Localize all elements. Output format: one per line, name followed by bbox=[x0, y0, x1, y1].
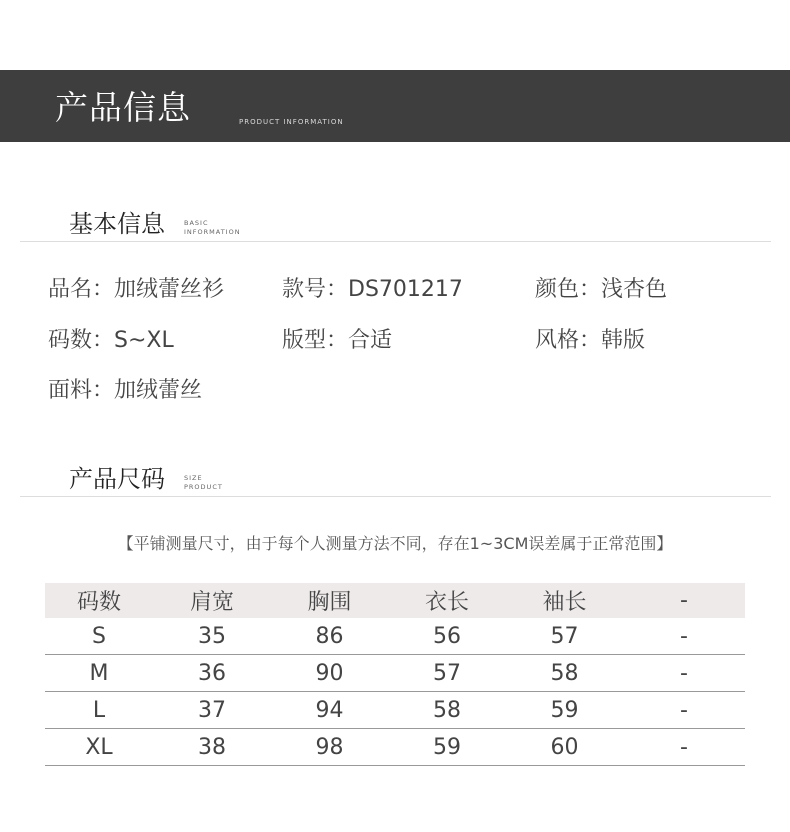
info-label: 版型： bbox=[282, 328, 349, 353]
table-cell: 38 bbox=[153, 729, 271, 766]
table-cell: - bbox=[623, 618, 745, 655]
header-sleeve: 袖长 bbox=[542, 590, 587, 615]
table-cell: 60 bbox=[506, 729, 623, 766]
info-label: 款号： bbox=[282, 277, 349, 302]
table-cell: 57 bbox=[506, 618, 623, 655]
info-label: 风格： bbox=[535, 328, 602, 353]
table-cell: 58 bbox=[506, 655, 623, 692]
table-cell: 56 bbox=[388, 618, 506, 655]
table-cell: 58 bbox=[388, 692, 506, 729]
basic-info-en-label bbox=[184, 219, 241, 236]
info-value: 韩版 bbox=[601, 328, 646, 353]
table-cell: 98 bbox=[271, 729, 388, 766]
info-value: 浅杏色 bbox=[601, 277, 668, 302]
header-length: 衣长 bbox=[424, 590, 469, 615]
info-value: DS701217 bbox=[348, 277, 463, 302]
table-cell: 37 bbox=[153, 692, 271, 729]
header-extra: - bbox=[680, 588, 688, 613]
info-value: 合适 bbox=[348, 328, 393, 353]
header-size: 码数 bbox=[76, 590, 121, 615]
info-value: 加绒蕾丝 bbox=[114, 378, 203, 403]
info-item-fashion-style bbox=[535, 328, 645, 354]
size-en-line2: PRODUCT bbox=[184, 482, 223, 491]
product-info-banner bbox=[0, 70, 790, 142]
table-cell: XL bbox=[45, 729, 153, 766]
table-cell: - bbox=[623, 692, 745, 729]
info-value: 加绒蕾丝衫 bbox=[114, 277, 225, 302]
table-cell: S bbox=[45, 618, 153, 655]
table-cell: 86 bbox=[271, 618, 388, 655]
table-cell: 35 bbox=[153, 618, 271, 655]
basic-info-en-line1: BASIC bbox=[184, 219, 209, 227]
info-label: 码数： bbox=[48, 328, 115, 353]
size-table bbox=[45, 583, 745, 766]
info-item-sizes bbox=[48, 328, 174, 354]
banner-title: 产品信息 bbox=[55, 88, 191, 127]
table-row bbox=[45, 692, 745, 729]
table-cell: - bbox=[623, 729, 745, 766]
table-row bbox=[45, 655, 745, 692]
table-row bbox=[45, 618, 745, 655]
size-header bbox=[20, 465, 771, 497]
size-en-line1: SIZE bbox=[184, 474, 203, 482]
info-item-color bbox=[535, 277, 667, 303]
table-cell: 57 bbox=[388, 655, 506, 692]
info-item-name bbox=[48, 277, 224, 303]
header-chest: 胸围 bbox=[307, 590, 352, 615]
table-cell: 90 bbox=[271, 655, 388, 692]
basic-info-header bbox=[20, 210, 771, 242]
table-row bbox=[45, 729, 745, 766]
table-cell: L bbox=[45, 692, 153, 729]
info-label: 品名： bbox=[48, 277, 115, 302]
table-cell: M bbox=[45, 655, 153, 692]
info-item-fit bbox=[282, 328, 392, 354]
size-title: 产品尺码 bbox=[69, 465, 165, 493]
basic-info-title: 基本信息 bbox=[69, 210, 165, 238]
banner-subtitle: PRODUCT INFORMATION bbox=[239, 118, 344, 126]
info-value: S~XL bbox=[114, 328, 174, 353]
table-cell: 36 bbox=[153, 655, 271, 692]
table-cell: - bbox=[623, 655, 745, 692]
info-label: 颜色： bbox=[535, 277, 602, 302]
size-table-header-row bbox=[45, 583, 745, 618]
basic-info-en-line2: INFORMATION bbox=[184, 227, 241, 236]
info-item-fabric bbox=[48, 378, 202, 404]
header-shoulder: 肩宽 bbox=[189, 590, 234, 615]
table-cell: 59 bbox=[506, 692, 623, 729]
table-cell: 94 bbox=[271, 692, 388, 729]
measurement-note: 【平铺测量尺寸，由于每个人测量方法不同，存在1~3CM误差属于正常范围】 bbox=[117, 534, 673, 553]
info-item-style-number bbox=[282, 277, 463, 303]
table-cell: 59 bbox=[388, 729, 506, 766]
size-en-label bbox=[184, 474, 223, 491]
info-label: 面料： bbox=[48, 378, 115, 403]
